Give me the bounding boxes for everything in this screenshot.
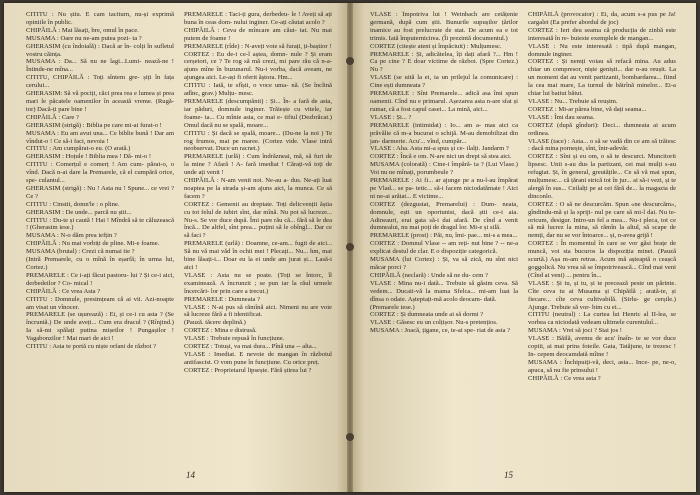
dialogue-paragraph: CITITU : Nu știu. E cam taciturn, nu-și exprimă opiniile în public. [26, 11, 174, 26]
dialogue-paragraph: VLASE : Îmi dau seama. [528, 113, 595, 121]
dialogue-paragraph: CHIPĂILĂ : Mai lăsați, bre, omul în pace. [26, 26, 139, 34]
dialogue-paragraph: PREMARELE (se ușurează) : Ei, și ce-i cu asta ? (Se încruntă.) De unde aveți... Cum era dracul ? (Rînjind.) Ia să-mi spălați putina mișeilor ! Pungașilor ! Vagabonzilor ! Mai mari de aici ! [26, 311, 174, 343]
dialogue-paragraph: MUSAMA (colorată) : Cine-i împără- ta ? (Lui Vlase.) Voi nu ne mînați, porumbeule ? [370, 161, 518, 177]
dialogue-paragraph: CORTEZ : Și nemți voiau să refacă mina. Au adus chiar un compresor, niște geniști... dar n-au reușit. La un moment dat au venit partizanii, bombardarea... fiind la cea mai mare, La turnul de bătrînă minelor... Ei-a chiar lui batiut bătut. [528, 58, 676, 98]
dialogue-paragraph: MUSAMA : Închipuiți-vă, deci, asta... Ince- pe, ne-o, apuca, să nu fie prinsului ! [528, 358, 676, 374]
dialogue-paragraph: MUSAMA : Vrei să joci ? Stai jos ! [528, 327, 622, 335]
dialogue-paragraph: (Intră Premarele, cu o mînă în eșarfă; în urma lui, Cortez.) [26, 256, 174, 271]
dialogue-paragraph: CITITU : Comerțul e comerț ! Am cum- părat-o, o vînd. Dacă n-ai dare la Premarele, că el cumpără orice, spe- culantul... [26, 161, 174, 185]
dialogue-paragraph: CORTEZ : Gemenii au dreptate. Toți delicvenții ăștia cu tot felul de iubiri sînt, dar mînă. Nu pot să lucreze... Nu-s. Se vor duce după. Îmi pare rău că... fără să le dea încă... De altfel, sînt prea... puțini să le obîngl... Dar ce să faci ? [184, 200, 332, 240]
dialogue-paragraph: VLASE : Găsesc eu un colțișor. Nu-s pretențios. [370, 319, 498, 327]
dialogue-paragraph: VLASE : Mina nu-i dată... Trebuie să găsim ceva. Să vedem... Ducaii-vă la mama Sfelca... mi-am luat la dînsa o odaie. Așteptați-mă acolo deocam- dată. [370, 279, 518, 303]
dialogue-paragraph: PREMARELE : Și, adicătelea, îți dați afară ?... Hm ! Ca pe cine ? E doar victime de război. (Spre Cortez.) Nu ? [370, 50, 518, 74]
book-spread [4, 3, 696, 492]
left-column-1 [26, 11, 174, 463]
dialogue-paragraph: CITITU : Du-te și caută ! Hai ! Mîndră să te căluzească ! (Gherasim iese.) [26, 216, 174, 232]
dialogue-paragraph: CORTEZ : O să ne descurcăm. Spun «ne descurcăm», gîndindu-mă și la spriji- nul pe care să mi-l dai. Nu te- oricum, desigur. Intro-un fel a mea... Nu-i pleca, tot ce să mă lucrez la mina, să rămîn la altul, să scape de nemți, dar nu se vor întoarce... și, n-avea grijă ! [528, 200, 676, 240]
dialogue-paragraph: CHIPĂILĂ : N-am venit noi. Ne-au a- dus. Ne-ați luat noaptea pe la strada și-am ajuns aici, la munca. Ce să facem ? [184, 177, 332, 200]
dialogue-paragraph: VLASE : Imediat. E nevoie de mangan în războiul antifascist. O vom pune în funcțiune. Cu orice preț. [184, 350, 332, 366]
dialogue-paragraph: CITITU, CHIPĂILĂ : Toți sîntem gre- șiți în fața cerului... [26, 74, 174, 90]
dialogue-paragraph: CITITU : Asta te portă cu niște orfani de război ? [26, 343, 156, 351]
dialogue-paragraph: GHERASIM : Hoțule ! Biblia mea ! Dă- mi-o ! [26, 153, 152, 161]
dialogue-paragraph: VLASE : N-ai pus să rămînă aici. Nimeni nu are voie să lucreze fără a fi identificat. [184, 303, 332, 319]
dialogue-paragraph: VLASE : Nu este interesată : tipă după mangan, domnule inginer. [528, 42, 676, 58]
dialogue-paragraph: VLASE (tace) : Asta... o să se vadă din ce am să trăiesc : dacă mina pornește, sînt, într-adevăr. [528, 137, 676, 153]
dialogue-paragraph: PREMARELE : Dumneata ? [184, 295, 260, 303]
dialogue-paragraph: MUSAMA : Da... Să nu ne lagi...Lumi- nează-ne ! Întinde-ne mîna... [26, 58, 174, 74]
dialogue-paragraph: MUSAMA : Oare nu ne-am putea pozi- ta ? [26, 34, 142, 42]
dialogue-paragraph: CHIPĂILĂ : Ceva de mîncare am căut- tat. Nu mai putem de foame ! [184, 26, 332, 42]
binding-hole [346, 433, 354, 441]
dialogue-paragraph: PREMARELE (prost) : Păi, nu, îmi- pae... mi-s a mea... [370, 232, 518, 240]
right-column-1 [370, 11, 518, 463]
dialogue-paragraph: CHIPĂILĂ : Nu mai vorbiți de pline. Mi-e foame. [26, 240, 160, 248]
dialogue-paragraph: PREMARELE (rîde) : N-aveți voie să furați, ți-baștior ! [184, 42, 332, 50]
dialogue-paragraph: CITITU : Domnule, presimțeam că ai vii. Azi-noapte am visat un vînocer. [26, 295, 174, 311]
dialogue-paragraph: CITITU : Cinstit, domn'le : o pline. [26, 200, 120, 208]
dialogue-paragraph: MUSAMA : Eu am avut una... Ce biblie bună ! Dar am vîndut-o ! Ce să-i faci, nevoia ! [26, 129, 174, 145]
dialogue-paragraph: GHERASIM (strigă) : Biblia pe care mi-ai furat-o ! [26, 121, 162, 129]
dialogue-paragraph: CORTEZ : Ieri deu seama că producția de zinbă este interesată în re- buieste exemplele de mangan... [528, 26, 676, 42]
left-column-2 [184, 11, 332, 463]
dialogue-paragraph: CITITU (neutral) : La curtea lui Henric al II-lea, se vorbea ca niciodată vedeam ultimele curentuluî... [528, 311, 676, 327]
dialogue-paragraph: GHERASIM : De unde... parcă nu știi... [26, 208, 132, 216]
dialogue-paragraph: MUSAMA (brutal) : Crezi că numai tie ? [26, 248, 135, 256]
dialogue-paragraph: CHIPĂILĂ : Ce vrea asta ? [528, 374, 601, 382]
left-page [4, 3, 350, 492]
dialogue-paragraph: CHIPĂILĂ : Ce vrea Asta ? [26, 287, 101, 295]
dialogue-paragraph: (Premarele iese.) [370, 303, 415, 311]
right-page-columns [370, 11, 676, 463]
dialogue-paragraph: MUSAMA : Joacă, țigane, ce, te-ai spe- riat de asta ? [370, 327, 511, 335]
dialogue-paragraph: CORTEZ : Sînt și eu om, o să te descurci. Muncitorii lipsesc. Unii s-au dus la partizani, cei mai mulți s-au refugiat. Și, în general, greutățile... Ce să vă mai spun, mulțumesc... că țărani strică tot în jur... ai să-i vezi, și te alergă în sus... Ceilalți pe ai cei fără de... la magazia de dinconlo. [528, 153, 676, 200]
dialogue-paragraph: PREMARELE (urlă) : Doamne, ce-am... fugit de aici... Să nu vă mai văd în ochii mei ! Plecați... Nu... hm, mai bine lăsați-i... Doar eu la ei unde am jurat și... Lasă-i aici ! [184, 240, 332, 271]
dialogue-paragraph: PREMARELE : Ce i-ați făcut pastoru- lui ? Și ce-i aici, derbedeilor ? Co- mical ! [26, 271, 174, 287]
dialogue-paragraph: GHERASIM (strigă) : Nu ! Asta nu ! Spune... ce vrei ? Ce ? [26, 184, 174, 200]
dialogue-paragraph: VLASE : Și... ? [370, 113, 412, 121]
binding-hole [346, 243, 354, 251]
dialogue-paragraph: VLASE (se uită la ei, ia un prilejul la comunicare) : Cine ești dumneata ? [370, 74, 518, 90]
dialogue-paragraph: (Pauză. tăcere deplină.) [184, 319, 246, 327]
right-page [350, 3, 696, 492]
dialogue-paragraph: PREMARELE : Taci-ți gura, derbedeu- le ! Aveți să ați buna în ceas dom- nului inginer. Ce-ați căutat acolo ? [184, 11, 332, 26]
dialogue-paragraph: CORTEZ (citește atent și împăciuit) : Mulțumesc. [370, 42, 502, 50]
dialogue-paragraph: VLASE : Și tu, și tu, și te precează peste un părinte. Cîte ceva tu ai Musama și Chipăilă ; arată-te, și fiecare... cîte ceva cultivabilă. (Sirlu- ge cerșile.) Ajunge. Trebuie să vor- bim cu ei... [528, 279, 676, 311]
dialogue-paragraph: CORTEZ (dezgustat, Premarelui) : Dum- neata, domnule, ești un oportunist, dacă știi ce-i aia. Adineauri, erai gata să-i dai afară. De cînd a venit dumnealui, nu mai poți de dragul lor. Mi-e și silă. [370, 200, 518, 232]
dialogue-paragraph: VLASE : Trebuie repusă în funcțiune. [184, 335, 285, 343]
dialogue-paragraph: CITITU : Și dacă se spală, moare... (Du-ne la noi ) Te rog frumos, mai pe maree. (Cortez vide. Vlase intră neobservat. Duce un racnet.) [184, 129, 332, 153]
dialogue-paragraph: PREMARELE (descumpănit) : Și... În- a fară de asta, iar păduri, domnule inginer. Trăiește cu vitele, iar foame- ta... Cu mînie asta, ce mai e- tifiul (Dezbrăcat.) Omul dacă nu se spală, moare... [184, 97, 332, 129]
dialogue-paragraph: GHERASIM (cu îndoială) : Dacă ar în- colți în sufletul vostru căința. [26, 42, 174, 58]
dialogue-paragraph: CORTEZ : Încă e om. N-are nici un drept să stea aici. [370, 153, 512, 161]
dialogue-paragraph: CORTEZ : Eu de-i ce-l aștea, domn- nule ? Și eram cerșetori, ce ? Te rog să mă crezi, mi pare rău că n-a- ajuns mîne în buzunarul. Nu-i vorba, dacă aveam, ne ajungea aici. Le-ași fi oferit ăștora. Hm... [184, 50, 332, 82]
dialogue-paragraph: PREMARELE (urlă) : Cum îndrăzneai, mă, să furi de la mine ? Afară ! A- fară imediat ! Cărați-vă toți de unde ați venit ! [184, 153, 332, 177]
dialogue-paragraph: VLASE : Nu... Trebuie să reușim. [528, 97, 618, 105]
binding-hole [346, 57, 354, 65]
dialogue-paragraph: VLASE : Asta nu se poate. (Toți se întorc, îl examinează. A încrunzit ; se pun iar la răul urmele încercări- lor prin care a trecut.) [184, 271, 332, 295]
dialogue-paragraph: CORTEZ : Mina e distrusă. [184, 327, 257, 335]
dialogue-paragraph: MUSAMA : N-o dăm prea iefțin ? [26, 232, 117, 240]
dialogue-paragraph: VLASE : Aha. Asta mi-a spus și ce- ilalți. Jandarm ? [370, 145, 509, 153]
page-number: 15 [504, 470, 513, 480]
dialogue-paragraph: PREMARELE : Ai fi... ar ajunge pe a nu-l-au împărat pe Vlad... se pa- tetic... să-i facem niciodatămate ! Aici ni ne-ai arătat... E victime... [370, 177, 518, 200]
dialogue-paragraph: CORTEZ (după gînduri): Deci... dumneata ai acum ordinea. [528, 121, 676, 137]
dialogue-paragraph: CHIPĂILĂ (provocator) : Ei, da, acum s-a pus pe Ja! cargalei (Ea prefer abordul de joc) [528, 11, 676, 26]
dialogue-paragraph: CORTEZ : Domnul Vlase -- am reți- nut bine ? -- ne-a explicat destul de clar. E o dispoziție categorică. [370, 240, 518, 256]
dialogue-paragraph: PREMARELE (intimidat) : Io... am a- mas aici ca prăvălie că m-a bucurat o schijă. M-au demobilizat din jan- darmerie. Acu'... vînd, cumpăr... [370, 121, 518, 145]
right-column-2 [528, 11, 676, 463]
dialogue-paragraph: CORTEZ : În momentul în care se vor găsi brațe de muncă, voi sta bucuros la dispoziția minei. (Pauză scurtă.) Așa m-am retras. Acum mă așteaptă o ceașcă goggolică. Nu vrea să se împotrivească... Cînd mai veni (Cînd ai veni) ... pentru în... [528, 240, 676, 279]
dialogue-paragraph: CORTEZ : Mi-ar părea bine, vă dați seama... [528, 105, 647, 113]
dialogue-paragraph: PREMARELE : Sînt Premarele... adică asa îmi spun oamenii. Cînd nu e primarul. Așezarea asta n-are sfat și rumar, că a fost capul casei... La mină, aici... [370, 90, 518, 113]
dialogue-paragraph: CHIPĂILĂ (neclară) : Unde să ne du- cem ? [370, 271, 488, 279]
dialogue-paragraph: CORTEZ : Totuși, va mai dura... Pînă una -- alta... [184, 343, 317, 351]
dialogue-paragraph: CORTEZ : Proprietarul lipsește. Fără știrea lui ? [184, 366, 312, 374]
dialogue-paragraph: VLASE : Împotriva lui ! Weinbach are cetățenie germană, după cum știi. Bunurile supușilor țărilor inamice au fost prelucrate de stat. De acum ea e tot trimis. Iată împuternicirea. (Îi prezintă documentul.) [370, 11, 518, 42]
dialogue-paragraph: CORTEZ : Și dumneata unde ai să dormi ? [370, 311, 484, 319]
dialogue-paragraph: CITITU : Am cumpărat-o eu. (O arată.) [26, 145, 131, 153]
left-page-columns [26, 11, 332, 463]
dialogue-paragraph: GHERASIM: Să vă pociți, căci prea rea e lumea și prea mari le păcatele oamenilor în această vreme. (Rugă- tor) Dacă-ți pare bine ! [26, 90, 174, 113]
dialogue-paragraph: CITITU : Iată, te sfîșii, o voce uma- nă. (Se înclină adînc, grav.) Mulțu- mesc. [184, 82, 332, 98]
page-number: 14 [186, 470, 195, 480]
dialogue-paragraph: VLASE : Băilă, avemu de acu' înaîn- te se vor duce copiii, ai mai prins foteile. Gata, Tatăjune, te trezesc ! In- cepem deocamdată mîine ! [528, 335, 676, 358]
dialogue-paragraph: CHIPĂILĂ : Care ? [26, 113, 79, 121]
dialogue-paragraph: MUSAMA (lui Cortez) : Și, va să zică, nu sînt nici măcar porci ? [370, 256, 518, 271]
